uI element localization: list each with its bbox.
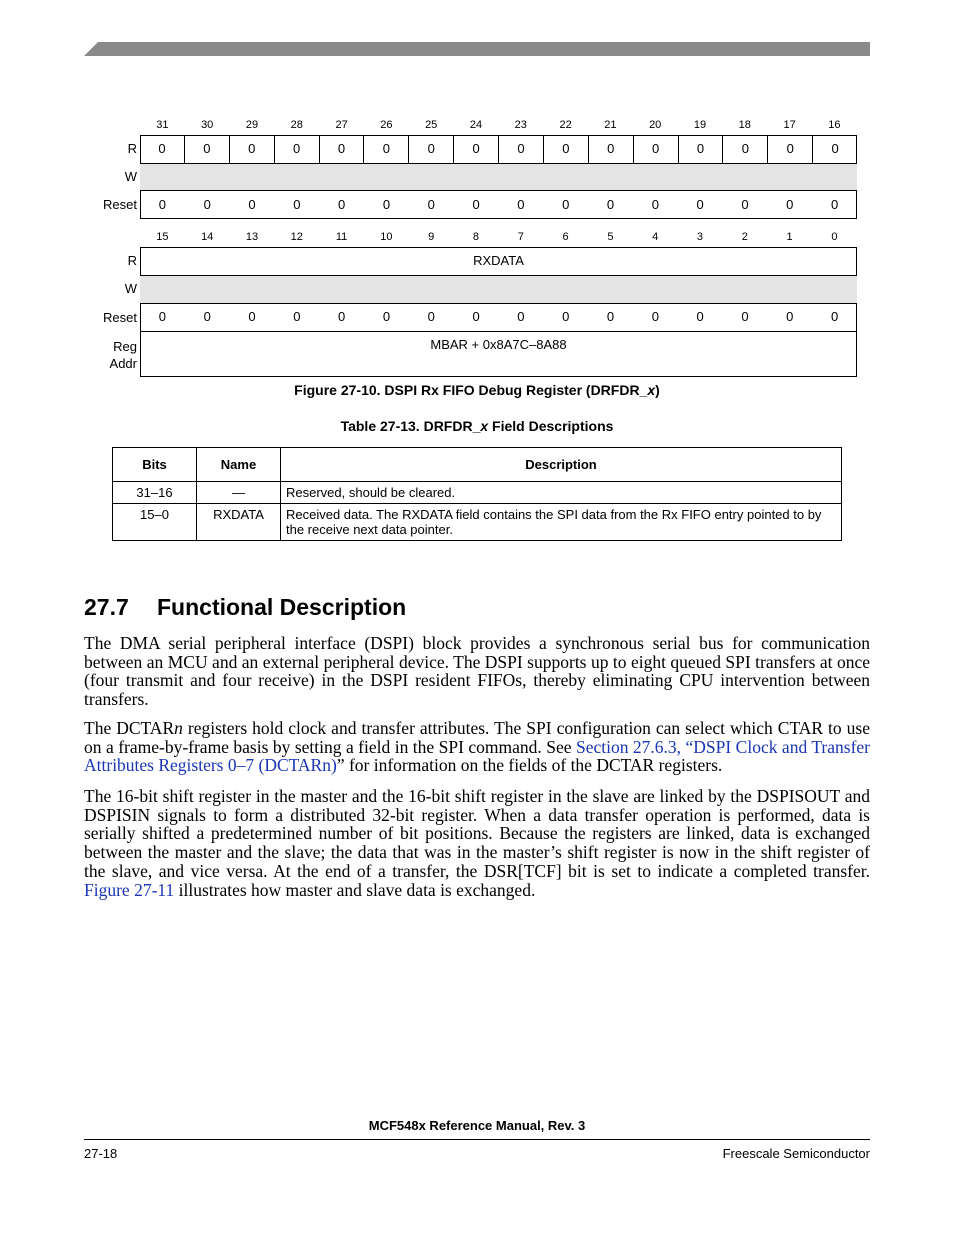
reset-cell: 0 [651,197,659,212]
reset-cell: 0 [786,197,794,212]
bit-number: 26 [380,119,393,131]
row-label-w-lower: W [124,281,137,296]
reset-cell: 0 [562,197,570,212]
lower-r-row [140,247,857,275]
bit-cell: 0 [363,135,408,163]
bit-cell: 0 [543,135,588,163]
bit-number: 19 [693,119,707,131]
reset-cell: 0 [203,309,211,324]
bit-number: 4 [652,231,659,243]
reset-cell: 0 [293,309,301,324]
reset-cell: 0 [786,309,794,324]
bit-number: 30 [201,119,214,131]
reset-cell: 0 [741,197,749,212]
figure-caption-italic: x [647,382,656,398]
bit-cell: 0 [767,135,812,163]
bit-cell: 0 [274,135,319,163]
header-bar [84,42,870,56]
cell-description: Reserved, should be cleared. [281,482,842,504]
p3-text-a: The 16-bit shift register in the master and the 16-bit shift register in the slave are linked by the DSPISOUT and DSPISIN signals to form a distributed 32-bit register. When a data transfer operation is performed, data is serially shifted a predetermined number of bit positions. Because the registers are linked, data is exchanged between the master and the slave; the data that was in the master’s shift register is now in the shift register of the slave, and vice versa. At the end of a transfer, the DSR[TCF] bit is set to indicate a completed transfer. [84,786,870,881]
reset-cell: 0 [382,309,391,324]
table-row [113,504,842,541]
bit-cell: 0 [722,135,767,163]
p2-text-b: registers hold clock and transfer attributes. The SPI configuration can select which CTAR to use on a frame-by-frame basis by setting a field in the SPI command. See [84,718,870,757]
bit-cell: 0 [319,135,364,163]
reset-cell: 0 [338,197,346,212]
lower-w-row [140,275,857,304]
lower-reset-row [140,303,857,331]
bit-cell: 0 [812,135,857,163]
p2-italic: n [174,718,183,738]
bit-number: 18 [738,119,751,131]
upper-bit-numbers [140,119,857,133]
footer-title: MCF548x Reference Manual, Rev. 3 [368,1118,586,1133]
row-label-reset: Reset [103,197,137,212]
bit-number: 6 [562,231,569,243]
row-label-w: W [124,169,137,184]
reset-cell: 0 [562,309,570,324]
bit-number: 24 [469,119,483,131]
reset-cell: 0 [517,309,525,324]
reset-cell: 0 [158,197,167,212]
field-descriptions-table [112,447,842,541]
cell-name: RXDATA [197,504,281,541]
bit-number: 7 [517,231,524,243]
bit-number: 20 [649,119,662,131]
table-caption-italic: x [480,418,489,434]
reset-cell: 0 [203,197,211,212]
bit-number: 9 [428,231,435,243]
bit-number: 0 [831,231,838,243]
reset-cell: 0 [830,309,839,324]
bit-number: 1 [786,231,793,243]
p3-text-b: illustrates how master and slave data is exchanged. [174,879,536,900]
bit-cell: 0 [184,135,229,163]
reset-cell: 0 [338,309,346,324]
footer-rule [84,1139,870,1140]
addr-label: Addr [109,356,137,371]
upper-reset-row [140,191,857,219]
bit-number: 21 [604,119,617,131]
reg-addr-value: MBAR + 0x8A7C–8A88 [430,337,567,352]
upper-r-row [140,135,857,163]
section-title: Functional Description [157,594,407,620]
cell-name: — [197,482,281,504]
company-name: Freescale Semiconductor [722,1146,870,1161]
table-header-row [113,448,842,482]
bit-cell: 0 [453,135,498,163]
reset-cell: 0 [606,309,615,324]
section-heading [84,594,406,621]
header-bits: Bits [113,448,197,482]
bit-number: 5 [607,231,614,243]
bit-number: 16 [828,119,841,131]
bit-number: 23 [514,119,527,131]
bit-number: 8 [472,231,480,243]
bit-number: 27 [335,119,348,131]
bit-number: 25 [425,119,438,131]
bit-cell: 0 [498,135,543,163]
reset-cell: 0 [248,309,256,324]
reset-cell: 0 [830,197,839,212]
bit-number: 10 [380,231,393,243]
reset-cell: 0 [427,309,435,324]
figure-caption-prefix: Figure 27-10. DSPI Rx FIFO Debug Register (DRFDR_ [294,382,648,398]
row-label-r-lower: R [127,253,137,268]
cell-description: Received data. The RXDATA field contains the SPI data from the Rx FIFO entry pointed to by the receive next data pointer. [281,504,842,541]
reset-cell: 0 [427,197,435,212]
bit-cell: 0 [408,135,453,163]
reg-label: Reg [113,339,137,354]
paragraph-3 [84,787,870,899]
p2-text-c: ” for information on the fields of the DCTAR registers. [336,755,723,776]
reset-cell: 0 [472,197,480,212]
reset-cell: 0 [248,197,256,212]
reg-addr-row [140,332,857,360]
reset-cell: 0 [472,309,480,324]
bit-number: 11 [335,231,348,243]
rxdata-field: RXDATA [473,253,524,268]
paragraph-2 [84,719,870,775]
reset-cell: 0 [517,197,525,212]
reset-cell: 0 [696,197,704,212]
section-number: 27.7 [84,594,129,620]
page-number: 27-18 [84,1146,118,1161]
p2-text-a: The DCTAR [84,718,175,738]
upper-w-row [140,163,857,191]
bit-number: 15 [156,231,169,243]
section-27-6-3-link[interactable]: Section 27.6.3, “DSPI Clock and Transfer Attributes Registers 0–7 (DCTARn) [84,736,870,776]
figure-caption [0,382,954,398]
bit-number: 3 [696,231,704,243]
table-caption [0,418,954,434]
bit-cell: 0 [633,135,678,163]
row-label-r: R [127,141,137,156]
reset-cell: 0 [158,309,167,324]
reset-cell: 0 [293,197,301,212]
bit-number: 31 [156,119,169,131]
bit-number: 12 [290,231,303,243]
bit-number: 14 [201,231,214,243]
table-caption-prefix: Table 27-13. DRFDR_ [340,418,481,434]
reset-cell: 0 [651,309,659,324]
bit-cell: 0 [158,141,166,156]
figure-27-11-link[interactable]: Figure 27-11 [84,879,175,900]
table-row [113,482,842,504]
header-name: Name [197,448,281,482]
row-label-reg-addr [84,338,137,372]
cell-bits: 15–0 [113,504,197,541]
cell-bits: 31–16 [113,482,197,504]
bit-number: 2 [741,231,748,243]
bit-number: 17 [783,119,796,131]
bit-number: 22 [559,119,572,131]
bit-cell: 0 [229,135,274,163]
reset-cell: 0 [382,197,391,212]
figure-caption-suffix: ) [655,382,660,398]
paragraph-1: The DMA serial peripheral interface (DSPI) block provides a synchronous serial bus for communication between an MCU and an external peripheral device. The DSPI supports up to eight queued SPI transfers at once (four transmit and four receive) in the DSPI resident FIFOs, thereby eliminating CPU intervention between transfers. [84,633,870,710]
table-caption-suffix: Field Descriptions [488,418,614,434]
bit-number: 29 [245,119,259,131]
bit-cell: 0 [678,135,723,163]
row-label-reset-lower: Reset [103,310,137,325]
bit-number: 13 [245,231,259,243]
lower-bit-numbers [140,231,857,245]
reset-cell: 0 [696,309,704,324]
bit-cell: 0 [588,135,633,163]
bit-number: 28 [290,119,303,131]
reset-cell: 0 [606,197,615,212]
reset-cell: 0 [741,309,749,324]
header-description: Description [281,448,842,482]
